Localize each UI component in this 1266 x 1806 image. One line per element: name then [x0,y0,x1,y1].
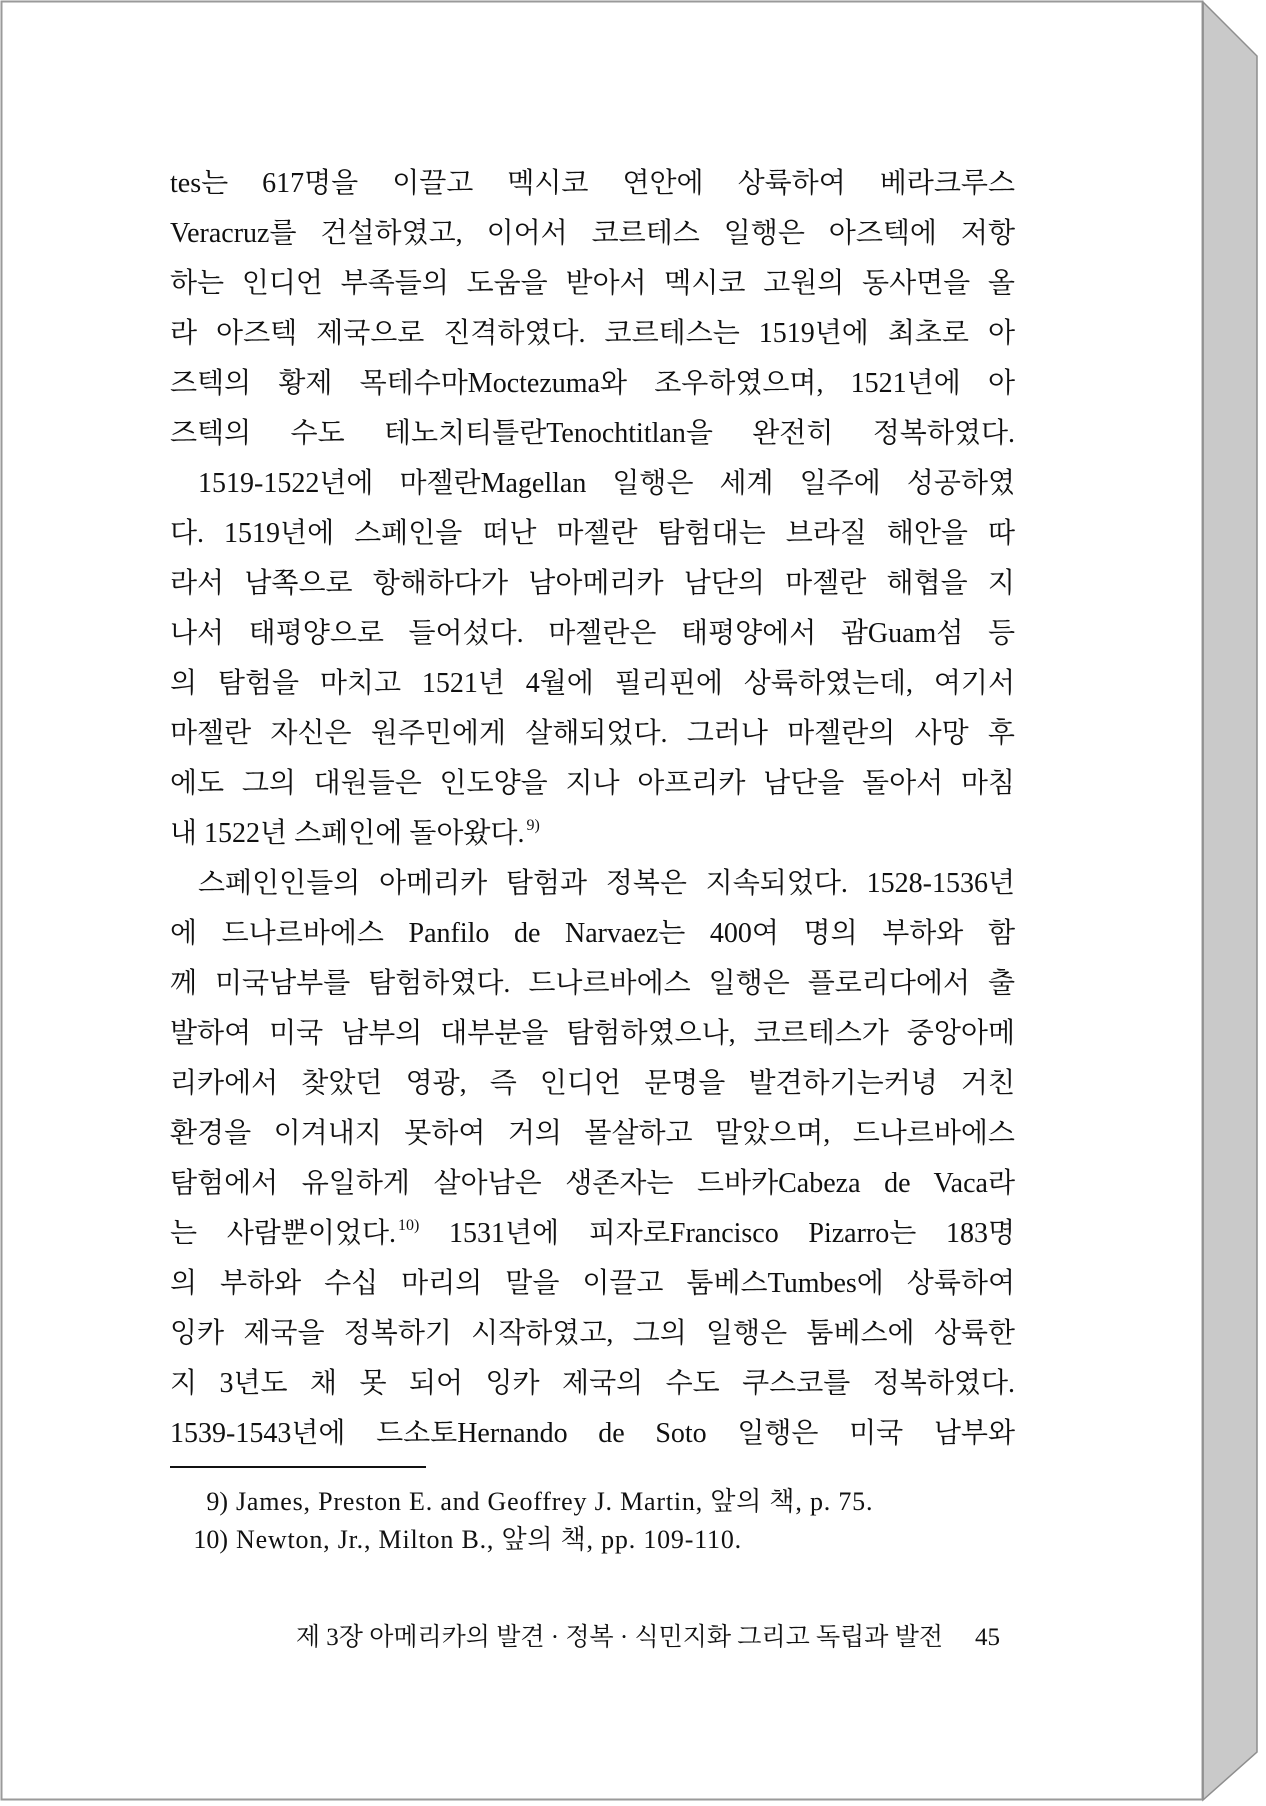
footnote-text: James, Preston E. and Geoffrey J. Martin, 앞의 책, p. 75. [236,1487,874,1516]
text-line: 하는 인디언 부족들의 도움을 받아서 멕시코 고원의 동사면을 올 [170,268,1015,299]
book-edge [1203,2,1257,1800]
body-text [170,159,1015,1459]
text-line: 의 부하와 수십 마리의 말을 이끌고 툼베스Tumbes에 상륙하여 [170,1268,1015,1299]
footnote-ref-9: 9) [526,817,540,834]
text-line: 1539-1543년에 드소토Hernando de Soto 일행은 미국 남부와 [170,1418,1015,1449]
text-line: Veracruz를 건설하였고, 이어서 코르테스 일행은 아즈텍에 저항 [170,218,1015,249]
page-number: 45 [975,1624,1000,1651]
text-line: 발하여 미국 남부의 대부분을 탐험하였으나, 코르테스가 중앙아메 [170,1018,1015,1049]
text-line: 에 드나르바에스 Panfilo de Narvaez는 400여 명의 부하와 함 [170,918,1015,949]
text-line: 탐험에서 유일하게 살아남은 생존자는 드바카Cabeza de Vaca라 [170,1168,1015,1199]
footnote-ref-10: 10) [398,1217,420,1234]
text-line: 지 3년도 채 못 되어 잉카 제국의 수도 쿠스코를 정복하였다. [170,1368,1015,1399]
footnote-mark: 10) [193,1525,228,1554]
footnote-text: Newton, Jr., Milton B., 앞의 책, pp. 109-110. [236,1525,742,1554]
text-line-content: 1531년에 피자로Francisco Pizarro는 183명 [419,1218,1015,1249]
text-line: 다. 1519년에 스페인을 떠난 마젤란 탐험대는 브라질 해안을 따 [170,518,1015,549]
text-line: 에도 그의 대원들은 인도양을 지나 아프리카 남단을 돌아서 마침 [170,768,1015,799]
text-line: 께 미국남부를 탐험하였다. 드나르바에스 일행은 플로리다에서 출 [170,968,1015,999]
text-line: 즈텍의 수도 테노치티틀란Tenochtitlan을 완전히 정복하였다. [170,418,1015,449]
text-line-content: 는 사람뿐이었다. [170,1218,396,1249]
footnote-mark: 9) [206,1487,228,1516]
footnote-rule [170,1466,426,1468]
text-line: tes는 617명을 이끌고 멕시코 연안에 상륙하여 베라크루스 [170,168,1015,199]
text-line: 잉카 제국을 정복하기 시작하였고, 그의 일행은 툼베스에 상륙한 [170,1318,1015,1349]
footnote-10 [170,1521,1015,1559]
footnotes [170,1483,1015,1559]
running-head: 제 3장 아메리카의 발견 · 정복 · 식민지화 그리고 독립과 발전 [295,1624,943,1651]
text-line: 리카에서 찾았던 영광, 즉 인디언 문명을 발견하기는커녕 거친 [170,1068,1015,1099]
running-footer [170,1619,1000,1657]
text-line: 나서 태평양으로 들어섰다. 마젤란은 태평양에서 괌Guam섬 등 [170,618,1015,649]
text-line: 라 아즈텍 제국으로 진격하였다. 코르테스는 1519년에 최초로 아 [170,318,1015,349]
footnote-9 [170,1483,1015,1521]
text-line: 마젤란 자신은 원주민에게 살해되었다. 그러나 마젤란의 사망 후 [170,718,1015,749]
text-line-content: 내 1522년 스페인에 돌아왔다. [170,818,525,849]
paragraph-first-line: 1519-1522년에 마젤란Magellan 일행은 세계 일주에 성공하였 [198,468,1015,499]
text-line [170,809,1015,859]
paragraph-first-line: 스페인인들의 아메리카 탐험과 정복은 지속되었다. 1528-1536년 [198,868,1015,899]
text-line [170,1209,1015,1259]
text-line: 라서 남쪽으로 항해하다가 남아메리카 남단의 마젤란 해협을 지 [170,568,1015,599]
text-line: 의 탐험을 마치고 1521년 4월에 필리핀에 상륙하였는데, 여기서 [170,668,1015,699]
text-line: 즈텍의 황제 목테수마Moctezuma와 조우하였으며, 1521년에 아 [170,368,1015,399]
text-line: 환경을 이겨내지 못하여 거의 몰살하고 말았으며, 드나르바에스 [170,1118,1015,1149]
